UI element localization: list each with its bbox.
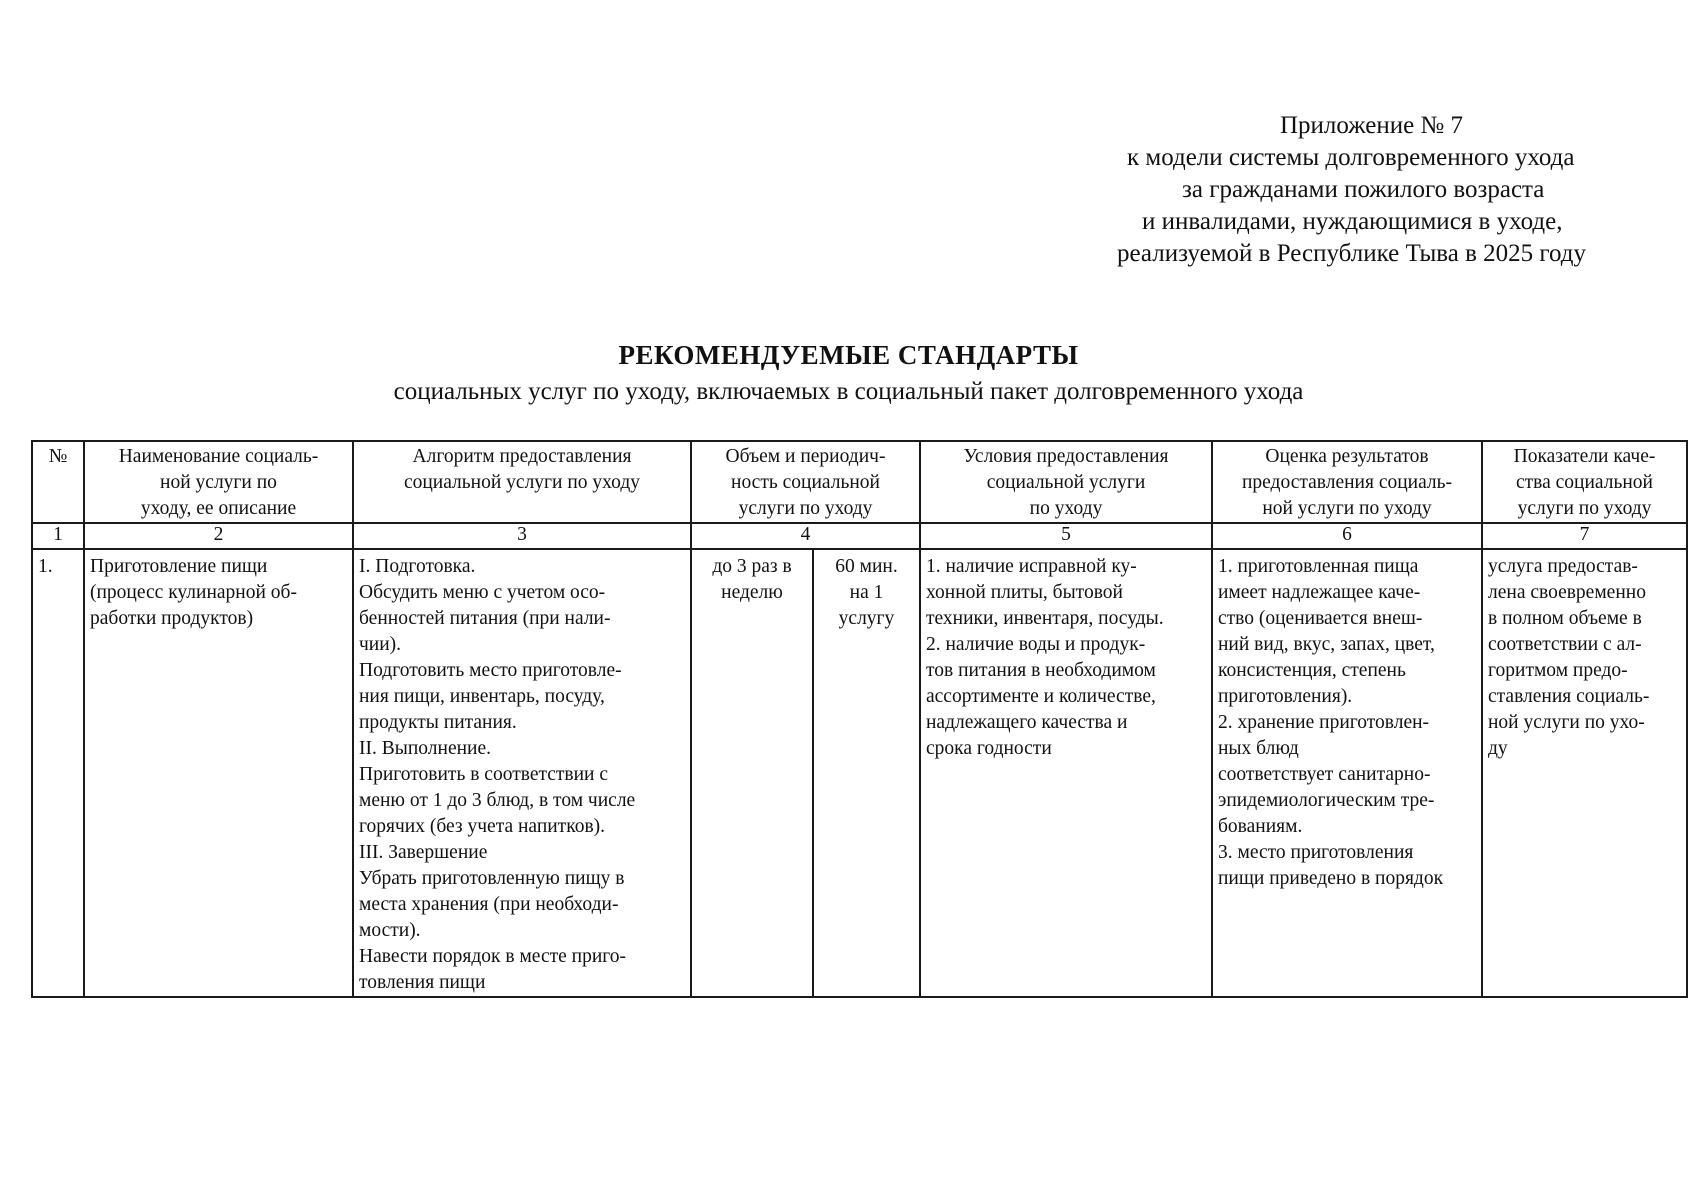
appendix-line: за гражданами пожилого возраста (1182, 176, 1545, 203)
appendix-line: и инвалидами, нуждающимися в уходе, (1142, 208, 1563, 235)
column-number: 7 (1482, 523, 1687, 549)
table-header-row (32, 441, 1687, 523)
appendix-line: к модели системы долговременного ухода (1127, 144, 1575, 171)
table-row (32, 549, 1687, 997)
header-evaluation: Оценка результатов предоставления социаль- ной услуги по уходу (1212, 441, 1482, 523)
cell-duration: 60 мин. на 1 услугу (813, 549, 920, 997)
document-subtitle: социальных услуг по уходу, включаемых в социальный пакет долговременного ухода (393, 378, 1304, 405)
appendix-line: Приложение № 7 (1280, 112, 1464, 139)
cell-frequency: до 3 раз в неделю (691, 549, 813, 997)
header-name: Наименование социаль- ной услуги по уходу, ее описание (84, 441, 353, 523)
cell-service-name: Приготовление пищи (процесс кулинарной об- работки продуктов) (84, 549, 353, 997)
cell-quality: услуга предостав- лена своевременно в полном объеме в соответствии с ал- горитмом предо- ставления социаль- ной услуги по ухо- ду (1482, 549, 1687, 997)
standards-table (31, 440, 1688, 998)
document-title: РЕКОМЕНДУЕМЫЕ СТАНДАРТЫ (618, 340, 1079, 370)
column-number-row (32, 523, 1687, 549)
appendix-line: реализуемой в Республике Тыва в 2025 году (1117, 240, 1587, 267)
header-volume: Объем и периодич- ность социальной услуги по уходу (691, 441, 920, 523)
cell-algorithm: I. Подготовка. Обсудить меню с учетом осо- бенностей питания (при нали- чии). Подготовить место приготовле- ния пищи, инвентарь, посуду, продукты питания. II. Выполнение. Приготовить в соответствии с меню от 1 до 3 блюд, в том числе горячих (без учета напитков). III. Завершение Убрать приготовленную пищу в места хранения (при необходи- мости). Навести порядок в месте приго- товления пищи (353, 549, 691, 997)
column-number: 3 (353, 523, 691, 549)
header-conditions: Условия предоставления социальной услуги по уходу (920, 441, 1212, 523)
cell-no: 1. (32, 549, 84, 997)
cell-evaluation: 1. приготовленная пища имеет надлежащее каче- ство (оценивается внеш- ний вид, вкус, запах, цвет, консистенция, степень приготовления). 2. хранение приготовлен- ных блюд соответствует санитарно- эпидемиологическим тре- бованиям. 3. место приготовления пищи приведено в порядок (1212, 549, 1482, 997)
header-quality: Показатели каче- ства социальной услуги по уходу (1482, 441, 1687, 523)
column-number: 6 (1212, 523, 1482, 549)
column-number: 1 (32, 523, 84, 549)
header-algorithm: Алгоритм предоставления социальной услуги по уходу (353, 441, 691, 523)
column-number: 5 (920, 523, 1212, 549)
column-number: 4 (691, 523, 920, 549)
column-number: 2 (84, 523, 353, 549)
header-no: № (32, 441, 84, 523)
appendix-header (1040, 110, 1690, 270)
cell-conditions: 1. наличие исправной ку- хонной плиты, бытовой техники, инвентаря, посуды. 2. наличие воды и продук- тов питания в необходимом ассортименте и количестве, надлежащего качества и срока годности (920, 549, 1212, 997)
